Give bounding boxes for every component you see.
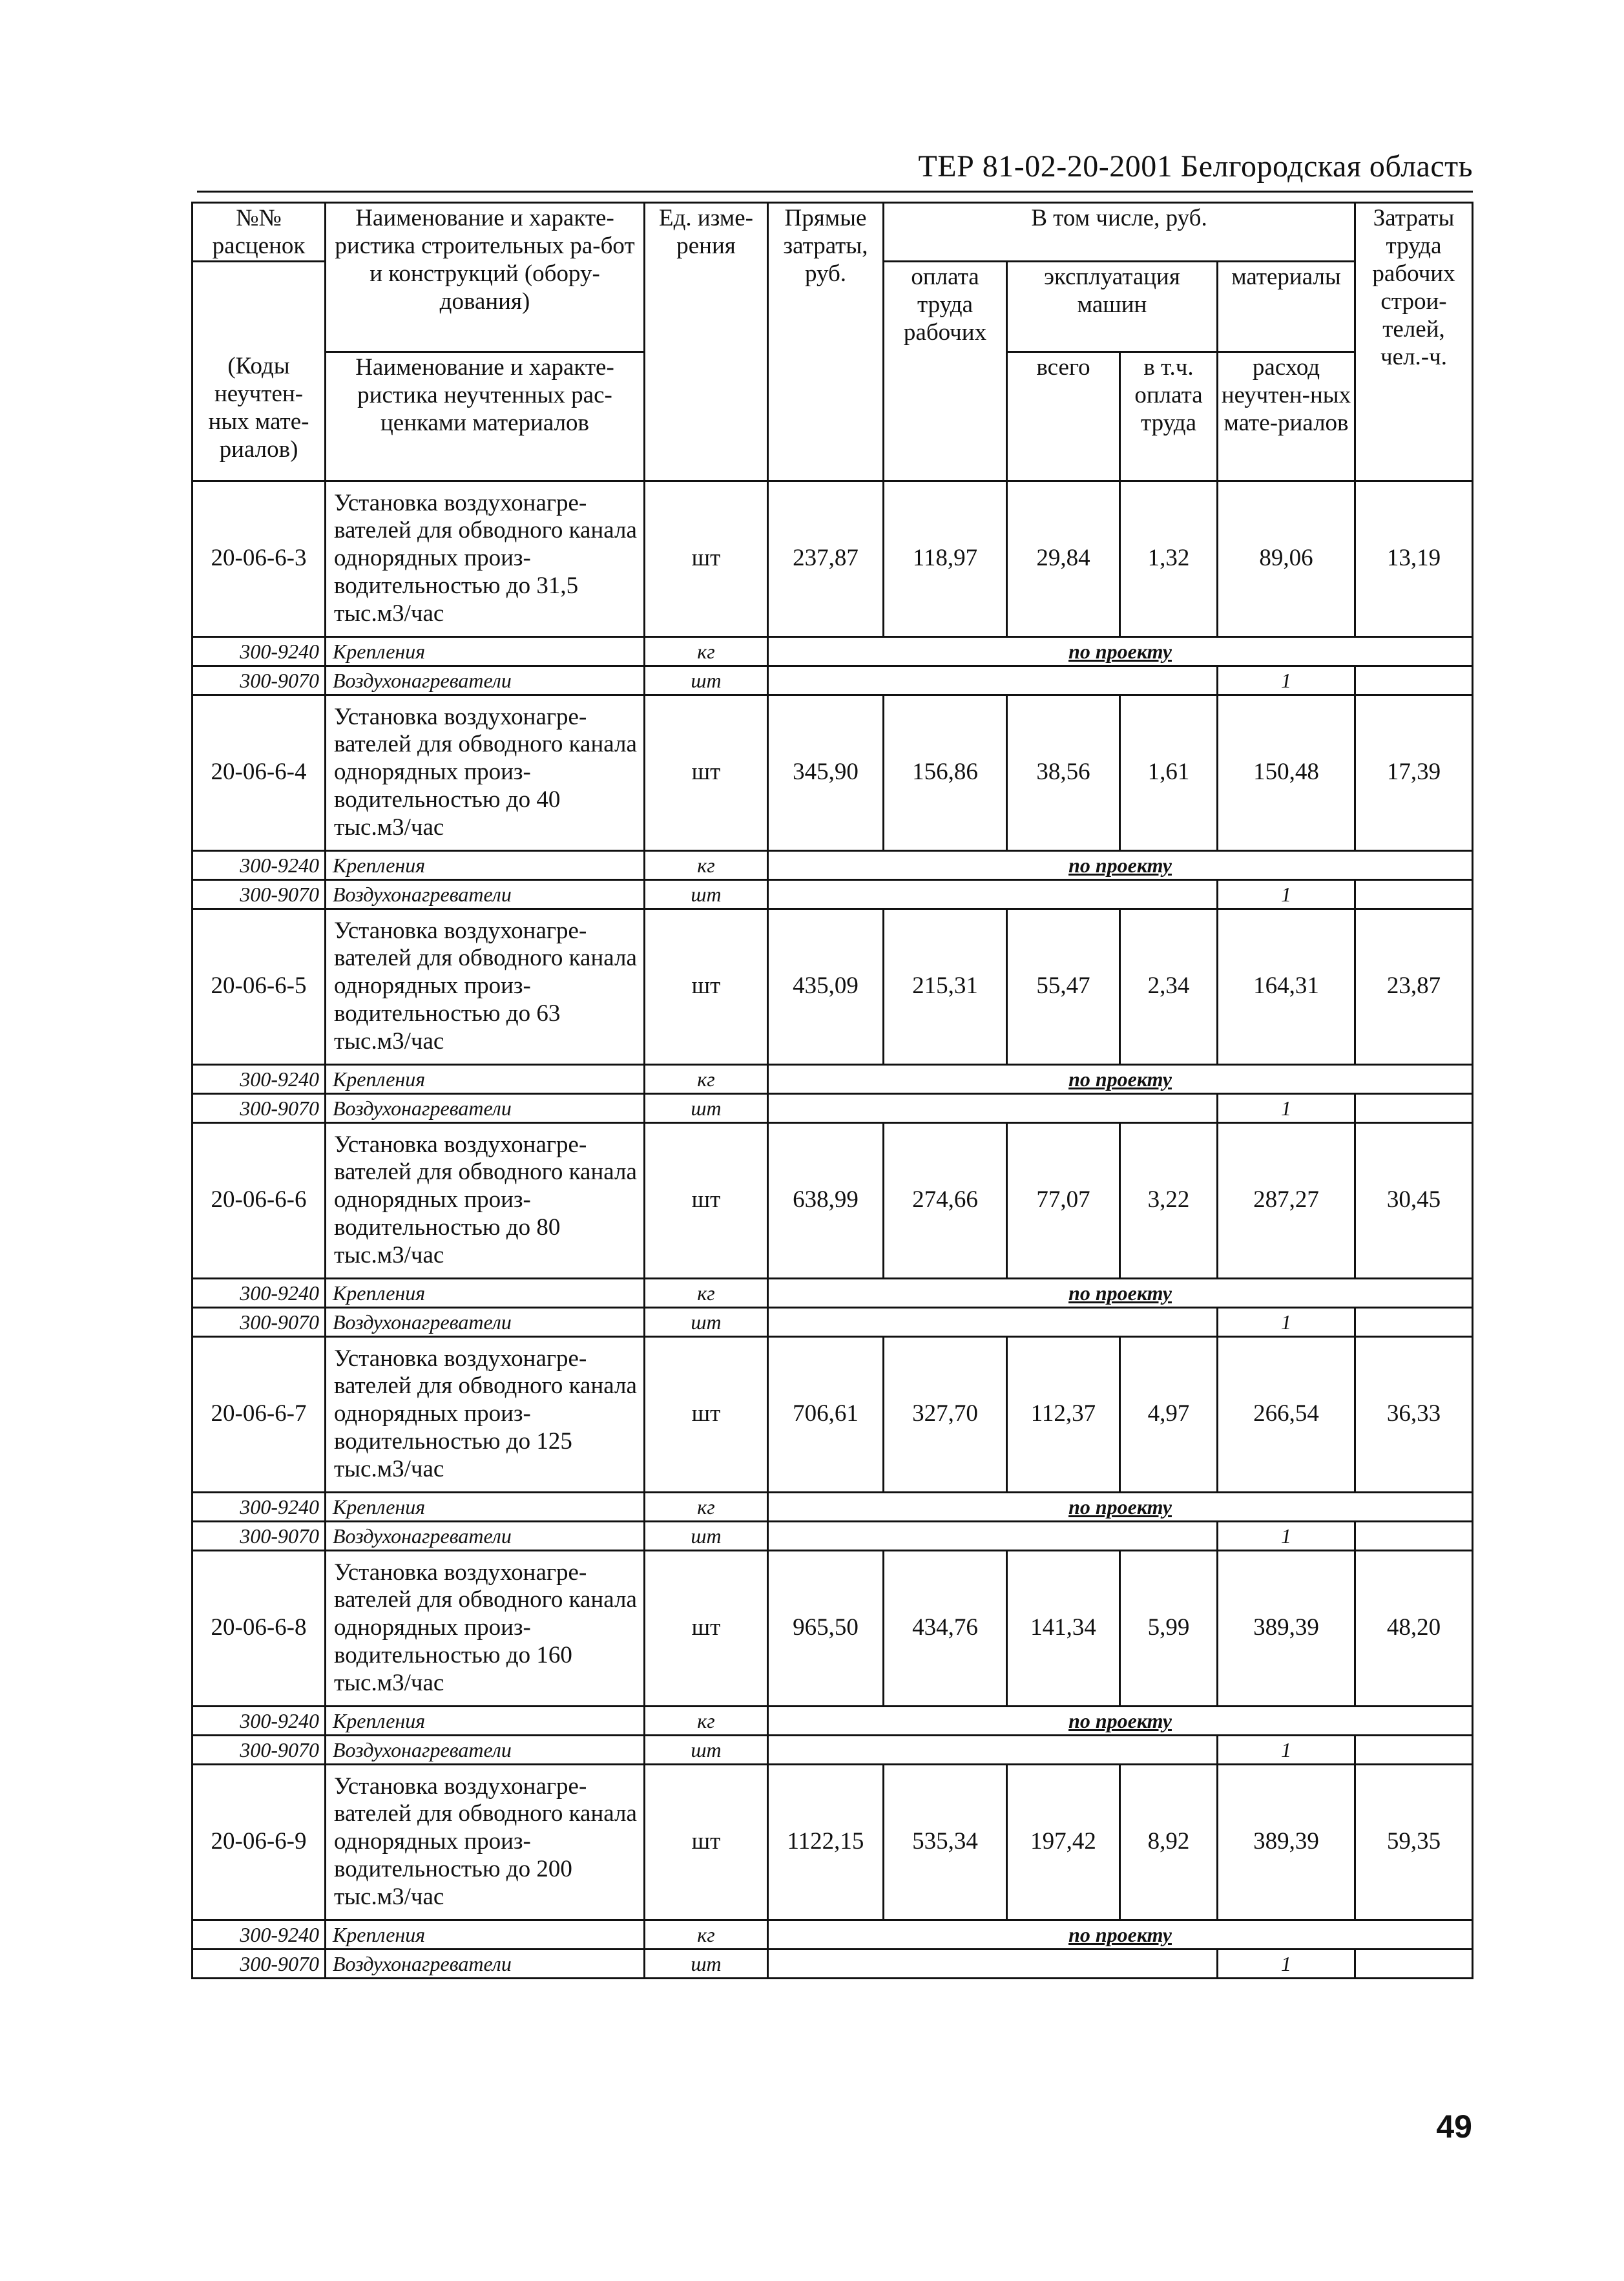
header-direct-costs: Прямые затраты, руб. — [768, 203, 884, 481]
material-empty-span — [768, 1735, 1218, 1764]
material-empty-span — [768, 1521, 1218, 1550]
rate-code: 20-06-6-6 — [193, 1122, 326, 1278]
material-code: 300-9070 — [193, 1307, 326, 1336]
header-machines: эксплуатация машин — [1007, 261, 1218, 352]
material-name: Воздухонагреватели — [326, 1949, 645, 1978]
material-code: 300-9240 — [193, 1064, 326, 1093]
material-unit: кг — [645, 1920, 768, 1949]
header-labor-pay: оплата труда рабочих — [884, 261, 1007, 481]
material-empty-span — [768, 1949, 1218, 1978]
material-name: Воздухонагреватели — [326, 879, 645, 909]
material-name: Воздухонагреватели — [326, 1735, 645, 1764]
rate-machines-labor: 4,97 — [1120, 1336, 1218, 1492]
rate-direct-costs: 237,87 — [768, 481, 884, 636]
material-row — [193, 1307, 1473, 1336]
material-quantity: 1 — [1218, 1949, 1355, 1978]
material-code: 300-9070 — [193, 1521, 326, 1550]
rate-code: 20-06-6-3 — [193, 481, 326, 636]
material-quantity: 1 — [1218, 1307, 1355, 1336]
material-row — [193, 850, 1473, 879]
material-row — [193, 1706, 1473, 1735]
material-name: Крепления — [326, 1278, 645, 1307]
material-row — [193, 1093, 1473, 1122]
material-unit: кг — [645, 1706, 768, 1735]
material-by-project: по проекту — [768, 636, 1473, 666]
material-code: 300-9240 — [193, 1920, 326, 1949]
rate-machines-total: 112,37 — [1007, 1336, 1120, 1492]
rate-machines-total: 77,07 — [1007, 1122, 1120, 1278]
material-name: Крепления — [326, 1706, 645, 1735]
material-code: 300-9240 — [193, 636, 326, 666]
material-by-project: по проекту — [768, 1920, 1473, 1949]
rate-direct-costs: 638,99 — [768, 1122, 884, 1278]
rate-materials: 164,31 — [1218, 909, 1355, 1064]
material-name: Воздухонагреватели — [326, 1521, 645, 1550]
material-empty-span — [768, 666, 1218, 695]
material-unit: кг — [645, 636, 768, 666]
rate-materials: 389,39 — [1218, 1764, 1355, 1920]
header-code-spacer — [193, 261, 326, 352]
rate-code: 20-06-6-7 — [193, 1336, 326, 1492]
material-row — [193, 1064, 1473, 1093]
rate-code: 20-06-6-4 — [193, 695, 326, 850]
material-code: 300-9240 — [193, 850, 326, 879]
rate-machines-total: 29,84 — [1007, 481, 1120, 636]
material-by-project: по проекту — [768, 1278, 1473, 1307]
rate-machines-total: 197,42 — [1007, 1764, 1120, 1920]
header-name-alt: Наименование и характе-ристика неучтенных рас-ценками материалов — [326, 352, 645, 481]
rate-machines-total: 141,34 — [1007, 1550, 1120, 1706]
rate-machines-total: 55,47 — [1007, 909, 1120, 1064]
header-code-alt: (Коды неучтен-ных мате-риалов) — [193, 352, 326, 481]
rate-direct-costs: 435,09 — [768, 909, 884, 1064]
rate-machines-labor: 8,92 — [1120, 1764, 1218, 1920]
material-unit: шт — [645, 666, 768, 695]
material-by-project: по проекту — [768, 1706, 1473, 1735]
rate-name: Установка воздухонагре-вателей для обводного канала однорядных произ-водительностью до 63 тыс.м3/час — [326, 909, 645, 1064]
header-name: Наименование и характе-ристика строительных ра-бот и конструкций (обору-дования) — [326, 203, 645, 352]
rate-unit: шт — [645, 481, 768, 636]
rate-code: 20-06-6-5 — [193, 909, 326, 1064]
material-name: Крепления — [326, 1492, 645, 1521]
material-row — [193, 879, 1473, 909]
material-code: 300-9070 — [193, 1949, 326, 1978]
rate-labor-pay: 434,76 — [884, 1550, 1007, 1706]
page-header — [197, 139, 1473, 193]
rate-labor-hours: 17,39 — [1355, 695, 1473, 850]
page-number: 49 — [1436, 2108, 1472, 2145]
table-row — [193, 481, 1473, 636]
material-code: 300-9070 — [193, 879, 326, 909]
material-quantity: 1 — [1218, 1735, 1355, 1764]
material-code: 300-9240 — [193, 1278, 326, 1307]
table-body — [193, 481, 1473, 1978]
rate-name: Установка воздухонагре-вателей для обводного канала однорядных произ-водительностью до 200 тыс.м3/час — [326, 1764, 645, 1920]
header-labor-hours: Затраты труда рабочих строи-телей, чел.-ч. — [1355, 203, 1473, 481]
material-row — [193, 1735, 1473, 1764]
material-row — [193, 1521, 1473, 1550]
rate-name: Установка воздухонагре-вателей для обводного канала однорядных произ-водительностью до 160 тыс.м3/час — [326, 1550, 645, 1706]
rate-materials: 89,06 — [1218, 481, 1355, 636]
rate-unit: шт — [645, 695, 768, 850]
material-code: 300-9070 — [193, 1735, 326, 1764]
material-unit: шт — [645, 1949, 768, 1978]
rate-direct-costs: 345,90 — [768, 695, 884, 850]
rate-labor-pay: 535,34 — [884, 1764, 1007, 1920]
table-row — [193, 909, 1473, 1064]
material-unit: шт — [645, 1735, 768, 1764]
rate-labor-pay: 274,66 — [884, 1122, 1007, 1278]
header-machines-labor: в т.ч. оплата труда — [1120, 352, 1218, 481]
material-row — [193, 636, 1473, 666]
rate-unit: шт — [645, 1122, 768, 1278]
material-empty-span — [768, 1307, 1218, 1336]
header-including: В том числе, руб. — [884, 203, 1355, 262]
rate-materials: 266,54 — [1218, 1336, 1355, 1492]
rate-unit: шт — [645, 1764, 768, 1920]
rate-name: Установка воздухонагре-вателей для обводного канала однорядных произ-водительностью до 31,5 тыс.м3/час — [326, 481, 645, 636]
rate-machines-labor: 5,99 — [1120, 1550, 1218, 1706]
rate-materials: 389,39 — [1218, 1550, 1355, 1706]
material-unit: шт — [645, 1093, 768, 1122]
rate-labor-hours: 30,45 — [1355, 1122, 1473, 1278]
rate-labor-hours: 36,33 — [1355, 1336, 1473, 1492]
material-name: Крепления — [326, 1920, 645, 1949]
header-unit: Ед. изме-рения — [645, 203, 768, 481]
material-code: 300-9240 — [193, 1492, 326, 1521]
material-unit: шт — [645, 1307, 768, 1336]
rate-machines-labor: 3,22 — [1120, 1122, 1218, 1278]
material-code: 300-9240 — [193, 1706, 326, 1735]
material-name: Крепления — [326, 1064, 645, 1093]
material-name: Крепления — [326, 850, 645, 879]
rates-table — [191, 202, 1473, 1979]
material-quantity: 1 — [1218, 666, 1355, 695]
rate-labor-pay: 327,70 — [884, 1336, 1007, 1492]
material-empty-hours — [1355, 666, 1473, 695]
material-empty-hours — [1355, 1735, 1473, 1764]
table-row — [193, 1764, 1473, 1920]
table-row — [193, 695, 1473, 850]
rate-code: 20-06-6-8 — [193, 1550, 326, 1706]
header-machines-total: всего — [1007, 352, 1120, 481]
header-code: №№ расценок — [193, 203, 326, 262]
material-unit: кг — [645, 850, 768, 879]
material-code: 300-9070 — [193, 1093, 326, 1122]
rate-direct-costs: 1122,15 — [768, 1764, 884, 1920]
rate-code: 20-06-6-9 — [193, 1764, 326, 1920]
rate-unit: шт — [645, 1336, 768, 1492]
material-empty-span — [768, 1093, 1218, 1122]
table-row — [193, 1550, 1473, 1706]
material-name: Воздухонагреватели — [326, 666, 645, 695]
material-empty-hours — [1355, 1521, 1473, 1550]
table-row — [193, 1122, 1473, 1278]
header-materials-alt: расход неучтен-ных мате-риалов — [1218, 352, 1355, 481]
material-row — [193, 1278, 1473, 1307]
rate-labor-pay: 156,86 — [884, 695, 1007, 850]
material-unit: кг — [645, 1492, 768, 1521]
material-empty-hours — [1355, 1093, 1473, 1122]
rate-labor-hours: 48,20 — [1355, 1550, 1473, 1706]
rate-labor-pay: 118,97 — [884, 481, 1007, 636]
rate-labor-hours: 59,35 — [1355, 1764, 1473, 1920]
material-empty-hours — [1355, 879, 1473, 909]
material-empty-span — [768, 879, 1218, 909]
rate-direct-costs: 706,61 — [768, 1336, 884, 1492]
table-row — [193, 1336, 1473, 1492]
material-row — [193, 1492, 1473, 1521]
rate-labor-hours: 23,87 — [1355, 909, 1473, 1064]
rate-machines-labor: 2,34 — [1120, 909, 1218, 1064]
material-row — [193, 1920, 1473, 1949]
rate-materials: 150,48 — [1218, 695, 1355, 850]
material-empty-hours — [1355, 1307, 1473, 1336]
rate-unit: шт — [645, 909, 768, 1064]
material-unit: шт — [645, 879, 768, 909]
material-by-project: по проекту — [768, 850, 1473, 879]
rate-labor-hours: 13,19 — [1355, 481, 1473, 636]
material-name: Крепления — [326, 636, 645, 666]
material-empty-hours — [1355, 1949, 1473, 1978]
rate-direct-costs: 965,50 — [768, 1550, 884, 1706]
material-code: 300-9070 — [193, 666, 326, 695]
header-materials: материалы — [1218, 261, 1355, 352]
material-row — [193, 1949, 1473, 1978]
material-unit: кг — [645, 1278, 768, 1307]
rate-machines-labor: 1,61 — [1120, 695, 1218, 850]
document-title: ТЕР 81-02-20-2001 Белгородская область — [918, 149, 1473, 184]
rate-labor-pay: 215,31 — [884, 909, 1007, 1064]
material-name: Воздухонагреватели — [326, 1307, 645, 1336]
material-by-project: по проекту — [768, 1064, 1473, 1093]
rate-name: Установка воздухонагре-вателей для обводного канала однорядных произ-водительностью до 80 тыс.м3/час — [326, 1122, 645, 1278]
rate-machines-total: 38,56 — [1007, 695, 1120, 850]
material-row — [193, 666, 1473, 695]
material-by-project: по проекту — [768, 1492, 1473, 1521]
rate-name: Установка воздухонагре-вателей для обводного канала однорядных произ-водительностью до 125 тыс.м3/час — [326, 1336, 645, 1492]
material-quantity: 1 — [1218, 1521, 1355, 1550]
material-quantity: 1 — [1218, 1093, 1355, 1122]
material-unit: кг — [645, 1064, 768, 1093]
rate-materials: 287,27 — [1218, 1122, 1355, 1278]
material-unit: шт — [645, 1521, 768, 1550]
material-quantity: 1 — [1218, 879, 1355, 909]
rate-machines-labor: 1,32 — [1120, 481, 1218, 636]
rate-name: Установка воздухонагре-вателей для обводного канала однорядных произ-водительностью до 40 тыс.м3/час — [326, 695, 645, 850]
rate-unit: шт — [645, 1550, 768, 1706]
material-name: Воздухонагреватели — [326, 1093, 645, 1122]
